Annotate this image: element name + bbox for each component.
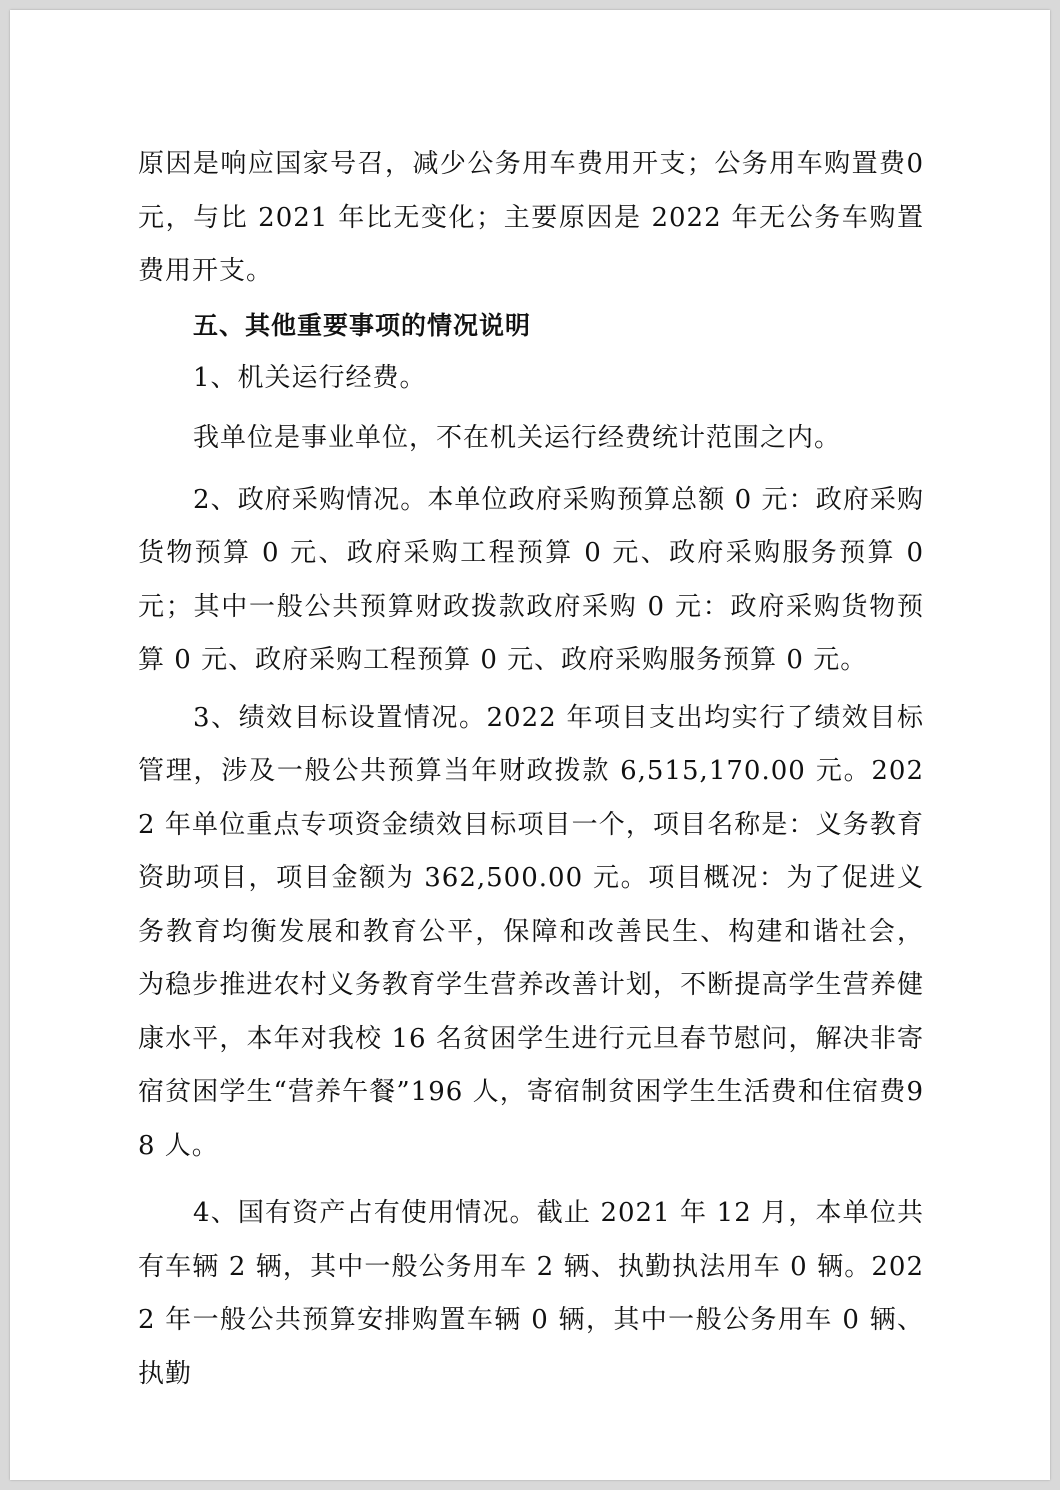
item1-body: 我单位是事业单位，不在机关运行经费统计范围之内。 [193, 423, 842, 453]
item3-paragraph: 3、绩效目标设置情况。2022 年项目支出均实行了绩效目标管理，涉及一般公共预算当年财政拨款 6,515,170.00 元。2022 年单位重点专项资金绩效目标项目一个，项目名称是：义务教育资助项目，项目金额为 362,500.00 元。项目概况：为了促进义务教育均衡发展和教育公平，保障和改善民生、构建和谐社会， 为稳步推进农村义务教育学生营养改善计划，不断提高学生营养健康水平，本年对我校 16 名贫困学生进行元旦春节慰问，解决非寄宿贫困学生“营养午餐”196 人，寄宿制贫困学生生活费和住宿费98 人。 [138, 702, 924, 1161]
item2-paragraph: 2、政府采购情况。本单位政府采购预算总额 0 元：政府采购货物预算 0 元、政府采购工程预算 0 元、政府采购服务预算 0 元；其中一般公共预算财政拨款政府采购 0 元：政府采购货物预算 0 元、政府采购工程预算 0 元、政府采购服务预算 0 元。 [138, 484, 924, 675]
section-heading: 五、其他重要事项的情况说明 [193, 310, 532, 340]
item4-paragraph: 4、国有资产占有使用情况。截止 2021 年 12 月，本单位共有车辆 2 辆，其中一般公务用车 2 辆、执勤执法用车 0 辆。2022 年一般公共预算安排购置车辆 0 辆，其中一般公务用车 0 辆、执勤 [138, 1198, 924, 1389]
document-body [138, 138, 924, 1401]
document-page [10, 10, 1050, 1480]
paragraph-continued: 原因是响应国家号召，减少公务用车费用开支；公务用车购置费0元，与比 2021 年比无变化；主要原因是 2022 年无公务车购置费用开支。 [138, 149, 924, 286]
item1-title: 1、机关运行经费。 [193, 363, 427, 393]
